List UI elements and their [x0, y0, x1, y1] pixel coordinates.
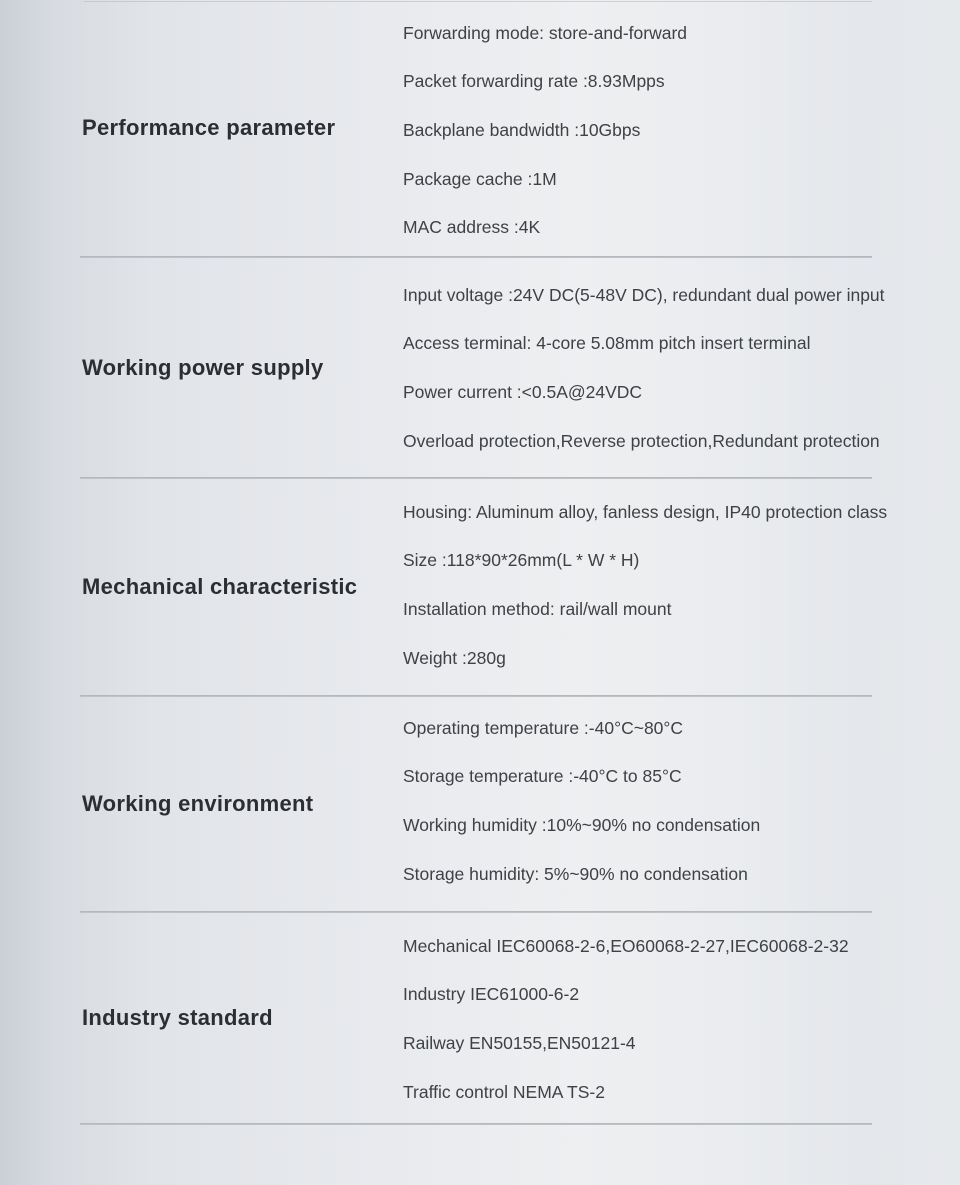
section-rows — [403, 697, 960, 898]
spec-row: Mechanical IEC60068-2-6,EO60068-2-27,IEC60068-2-32 — [403, 935, 849, 956]
spec-row: Forwarding mode: store-and-forward — [403, 22, 688, 43]
spec-row: Storage humidity: 5%~90% no condensation — [403, 863, 748, 884]
section-title: Working power supply — [82, 354, 324, 380]
section-working-environment — [0, 697, 960, 911]
spec-row: Power current :<0.5A@24VDC — [403, 381, 643, 402]
section-title: Industry standard — [82, 1005, 273, 1030]
spec-row: Access terminal: 4-core 5.08mm pitch insert terminal — [403, 333, 811, 354]
spec-row: Size :118*90*26mm(L * W * H) — [403, 550, 640, 571]
spec-row: Weight :280g — [403, 647, 506, 668]
bottom-spacer — [0, 1125, 960, 1185]
section-label-cell — [0, 115, 403, 141]
spec-row: Operating temperature :-40°C~80°C — [403, 717, 684, 738]
section-title: Performance parameter — [82, 115, 336, 140]
section-performance-parameter — [0, 0, 960, 256]
section-label-cell — [0, 1005, 403, 1031]
top-divider — [84, 1, 872, 2]
spec-row: Working humidity :10%~90% no condensation — [403, 814, 761, 835]
section-rows — [403, 479, 960, 682]
spec-row: Traffic control NEMA TS-2 — [403, 1081, 605, 1102]
section-title: Mechanical characteristic — [82, 574, 358, 599]
spec-row: Package cache :1M — [403, 168, 557, 189]
section-label-cell — [0, 574, 403, 600]
spec-row: Railway EN50155,EN50121-4 — [403, 1032, 636, 1053]
spec-row: Packet forwarding rate :8.93Mpps — [403, 71, 665, 92]
spec-row: MAC address :4K — [403, 217, 541, 238]
section-rows — [403, 258, 960, 465]
section-working-power-supply — [0, 258, 960, 477]
section-rows — [403, 0, 960, 252]
spec-row: Installation method: rail/wall mount — [403, 598, 672, 619]
spec-row: Industry IEC61000-6-2 — [403, 984, 580, 1005]
section-mechanical-characteristic — [0, 479, 960, 695]
spec-row: Housing: Aluminum alloy, fanless design, IP40 protection class — [403, 501, 888, 522]
section-label-cell — [0, 355, 403, 381]
section-rows — [403, 913, 960, 1116]
section-title: Working environment — [82, 791, 314, 816]
spec-row: Overload protection,Reverse protection,Redundant protection — [403, 430, 880, 451]
section-industry-standard — [0, 913, 960, 1123]
section-label-cell — [0, 791, 403, 817]
spec-row: Input voltage :24V DC(5-48V DC), redundant dual power input — [403, 284, 885, 305]
spec-row: Backplane bandwidth :10Gbps — [403, 119, 641, 140]
spec-row: Storage temperature :-40°C to 85°C — [403, 766, 682, 787]
